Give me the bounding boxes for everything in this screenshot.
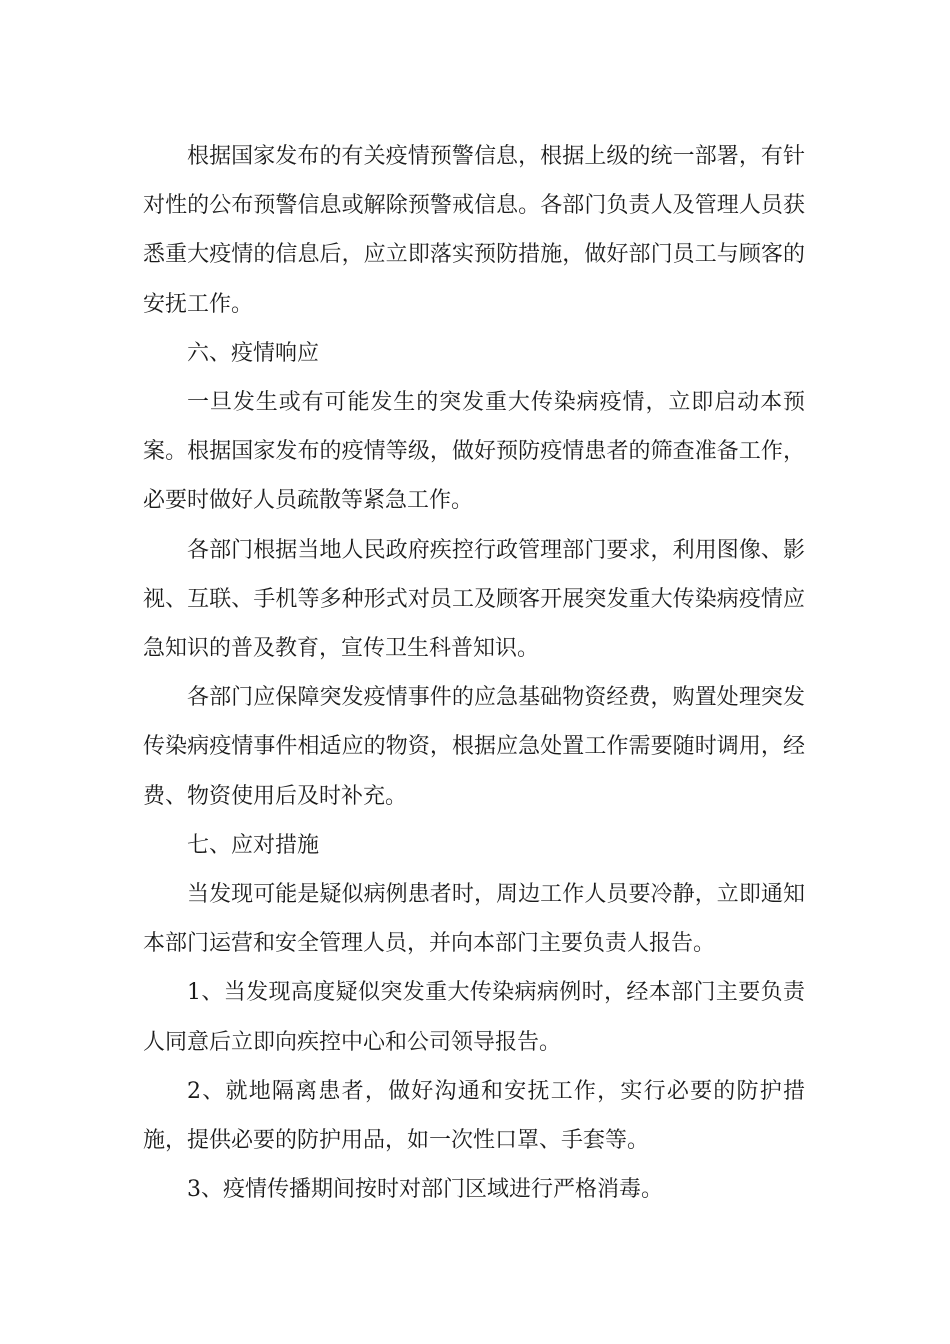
list-item-isolate: 2、就地隔离患者，做好沟通和安抚工作，实行必要的防护措施，提供必要的防护用品，如一次性口罩、手套等。 [143,1078,805,1154]
list-item-disinfect: 3、疫情传播期间按时对部门区域进行严格消毒。 [187,1177,663,1203]
paragraph-warning-info: 根据国家发布的有关疫情预警信息，根据上级的统一部署，有针对性的公布预警信息或解除预警戒信息。各部门负责人及管理人员获悉重大疫情的信息后，应立即落实预防措施，做好部门员工与顾客的安抚工作。 [143,144,805,317]
document-body [143,132,805,1214]
list-item-report: 1、当发现高度疑似突发重大传染病病例时，经本部门主要负责人同意后立即向疾控中心和公司领导报告。 [143,980,805,1055]
paragraph-activate-plan: 一旦发生或有可能发生的突发重大传染病疫情，立即启动本预案。根据国家发布的疫情等级，做好预防疫情患者的筛查准备工作，必要时做好人员疏散等紧急工作。 [143,390,805,514]
paragraph-supplies-funding: 各部门应保障突发疫情事件的应急基础物资经费，购置处理突发传染病疫情事件相适应的物资，根据应急处置工作需要随时调用，经费、物资使用后及时补充。 [143,685,805,809]
paragraph-education: 各部门根据当地人民政府疾控行政管理部门要求，利用图像、影视、互联、手机等多种形式对员工及顾客开展突发重大传染病疫情应急知识的普及教育，宣传卫生科普知识。 [143,537,805,662]
section-heading-epidemic-response: 六、疫情响应 [187,340,320,366]
section-heading-countermeasures: 七、应对措施 [187,832,320,858]
paragraph-suspected-case: 当发现可能是疑似病例患者时，周边工作人员要冷静，立即通知本部门运营和安全管理人员，并向本部门主要负责人报告。 [143,882,805,957]
